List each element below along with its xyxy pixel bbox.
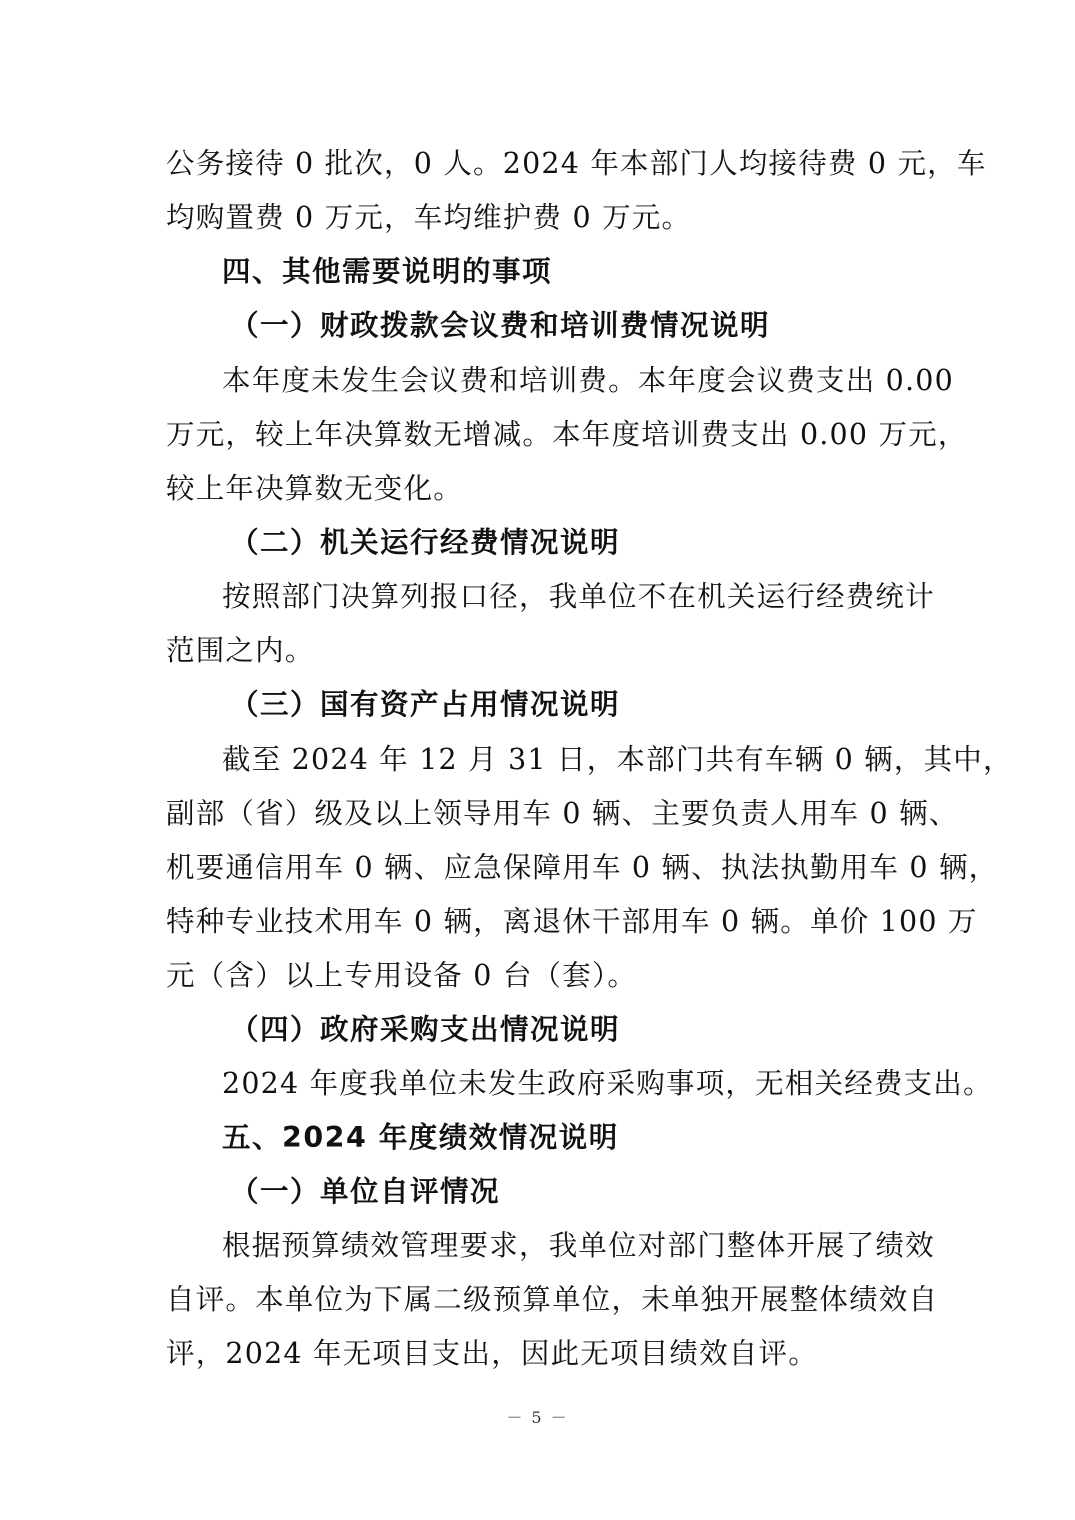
subsection-heading: （四）政府采购支出情况说明 xyxy=(230,1013,621,1046)
body-text-line: 按照部门决算列报口径，我单位不在机关运行经费统计 xyxy=(222,580,935,613)
body-text-line: 截至 2024 年 12 月 31 日，本部门共有车辆 0 辆，其中， xyxy=(222,743,1013,776)
body-text-line: 均购置费 0 万元，车均维护费 0 万元。 xyxy=(166,201,692,234)
body-text-line: 范围之内。 xyxy=(166,634,315,667)
body-text-line: 特种专业技术用车 0 辆，离退休干部用车 0 辆。单价 100 万 xyxy=(166,905,978,938)
body-text-line: 较上年决算数无变化。 xyxy=(166,472,464,505)
body-text-line: 评，2024 年无项目支出，因此无项目绩效自评。 xyxy=(166,1337,818,1370)
body-text-line: 元（含）以上专用设备 0 台（套）。 xyxy=(166,959,638,992)
subsection-heading: （三）国有资产占用情况说明 xyxy=(230,688,621,721)
subsection-heading: （一）单位自评情况 xyxy=(230,1175,501,1208)
body-text-line: 机要通信用车 0 辆、应急保障用车 0 辆、执法执勤用车 0 辆， xyxy=(166,851,999,884)
body-text-line: 2024 年度我单位未发生政府采购事项，无相关经费支出。 xyxy=(222,1067,993,1100)
body-text-line: 自评。本单位为下属二级预算单位，未单独开展整体绩效自 xyxy=(166,1283,939,1316)
body-text-line: 本年度未发生会议费和培训费。本年度会议费支出 0.00 xyxy=(222,364,954,397)
page-number: － 5 － xyxy=(506,1408,569,1427)
subsection-heading: （二）机关运行经费情况说明 xyxy=(230,526,621,559)
section-heading: 四、其他需要说明的事项 xyxy=(222,255,553,288)
body-text-line: 根据预算绩效管理要求，我单位对部门整体开展了绩效 xyxy=(222,1229,935,1262)
body-text-line: 万元，较上年决算数无增减。本年度培训费支出 0.00 万元， xyxy=(166,418,968,451)
body-text-line: 副部（省）级及以上领导用车 0 辆、主要负责人用车 0 辆、 xyxy=(166,797,959,830)
body-text-line: 公务接待 0 批次，0 人。2024 年本部门人均接待费 0 元，车 xyxy=(166,147,987,180)
subsection-heading: （一）财政拨款会议费和培训费情况说明 xyxy=(230,309,771,342)
section-heading: 五、2024 年度绩效情况说明 xyxy=(222,1121,619,1154)
